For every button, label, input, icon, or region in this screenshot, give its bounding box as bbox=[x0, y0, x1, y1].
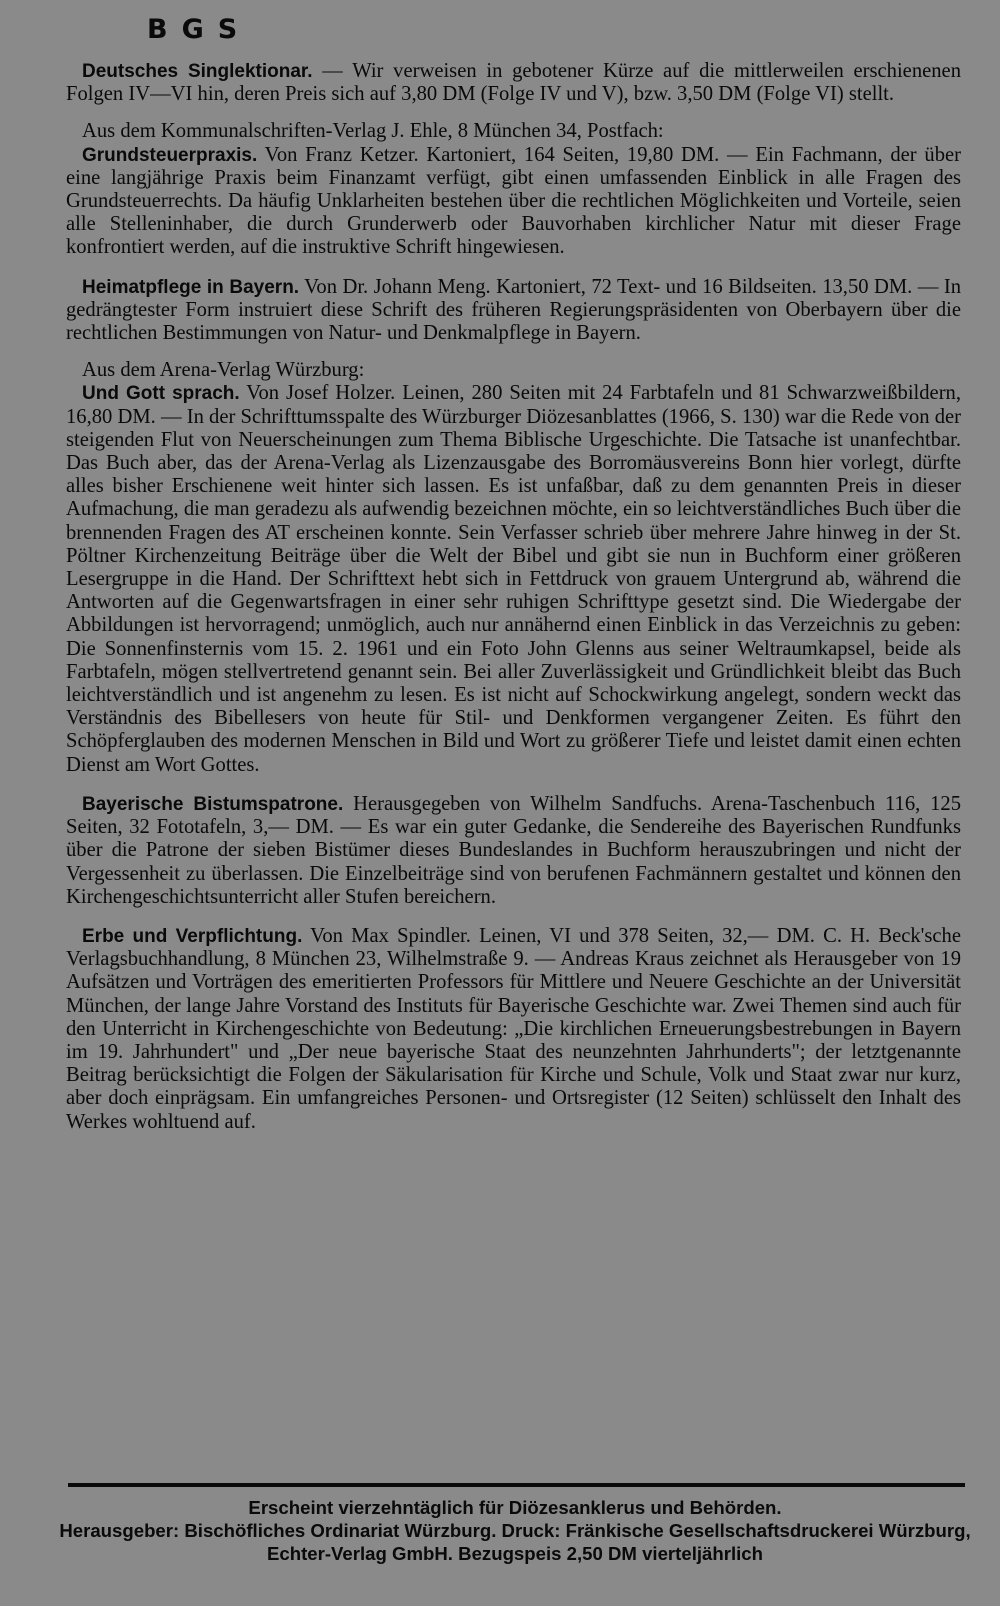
entry-text: Von Franz Ketzer. Kartoniert, 164 Seiten, 19,80 DM. — Ein Fachmann, der über eine langjährige Praxis beim Finanzamt verfügt, gibt einen umfassenden Einblick in alle Fragen des Grundsteuerrechts. Da häufig Unklarheiten bestehen über die rechtlichen Möglichkeiten und Vorteile, seien alle Stelleninhaber, die durch Grunderwerb oder Bauvorhaben kirchlicher Natur mit dieser Frage konfrontiert werden, auf die instruktive Schrift hingewiesen. bbox=[66, 143, 961, 259]
publisher-line-arena: Aus dem Arena-Verlag Würzburg: bbox=[82, 359, 365, 382]
entry-title: Deutsches Singlektionar. bbox=[82, 61, 313, 82]
entry-text: Von Dr. Johann Meng. Kartoniert, 72 Text- und 16 Bildseiten. 13,50 DM. — In gedrängtester Form instruiert diese Schrift des früheren Regierungspräsidenten von Oberbayern über die rechtlichen Bestimmungen von Natur- und Denkmalpflege in Bayern. bbox=[66, 275, 962, 345]
entry-title: Heimatpflege in Bayern. bbox=[82, 276, 300, 298]
entry-text: Von Max Spindler. Leinen, VI und 378 Seiten, 32,— DM. C. H. Beck'sche Verlagsbuchhandlung, 8 München 23, Wilhelmstraße 9. — Andreas Kraus zeichnet als Herausgeber von 19 Aufsätzen und Vorträgen des emeritierten Professors für Mittlere und Neuere Geschichte an der Universität München, der lange Jahre Vorstand des Instituts für Bayerische Geschichte war. Zwei Themen sind auch für den Unterricht in Kirchengeschichte von Bedeutung: „Die kirchlichen Erneuerungsbestrebungen in Bayern im 19. Jahrhundert" und „Der neue bayerische Staat des neunzehnten Jahrhunderts"; der letztgenannte Beitrag berücksichtigt die Folgen der Säkularisation für Kirche und Schule, Volk und Staat zwar nur kurz, aber doch einprägsam. Ein umfangreiches Personen- und Ortsregister (12 Seiten) schlüsselt den Inhalt des Werkes wohltuend auf. bbox=[66, 924, 961, 1133]
entry-title: Und Gott sprach. bbox=[82, 383, 240, 405]
entry-title: Bayerische Bistumspatrone. bbox=[82, 793, 344, 815]
page-header-logo: BGS bbox=[147, 14, 252, 45]
review-entry-und-gott-sprach bbox=[66, 382, 961, 776]
review-column bbox=[66, 60, 961, 1134]
publisher-line-kommunalschriften: Aus dem Kommunalschriften-Verlag J. Ehle, 8 München 34, Postfach: bbox=[82, 120, 664, 143]
entry-title: Erbe und Verpflichtung. bbox=[82, 925, 303, 947]
footer-imprint bbox=[40, 1496, 990, 1565]
review-entry-heimatpflege bbox=[66, 276, 961, 346]
entry-text: Von Josef Holzer. Leinen, 280 Seiten mit 24 Farbtafeln und 81 Schwarzweißbildern, 16,80 DM. — In der Schrifttumsspalte des Würzburger Diözesanblattes (1966, S. 130) war die Rede von der steigenden Flut von Neuerscheinungen zum Thema Biblische Urgeschichte. Die Tatsache ist unanfechtbar. Das Buch aber, das der Arena-Verlag als Lizenzausgabe des Borromäusvereins Bonn hier vorlegt, dürfte alles bisher Erschienene weit hinter sich lassen. Es ist unfaßbar, daß zu dem genannten Preis in dieser Aufmachung, die man geradezu als aufwendig bezeichnen möchte, ein so leichtverständliches Buch über die brennenden Fragen des AT erscheinen konnte. Sein Verfasser schrieb über mehrere Jahre hinweg in der St. Pöltner Kirchenzeitung Beiträge über die Welt der Bibel und gibt sie nun in Buchform einer größeren Lesergruppe in die Hand. Der Schrifttext hebt sich in Fettdruck von grauem Untergrund ab, während die Antworten auf die Gegenwartsfragen in einer sehr ruhigen Schrifttype gesetzt sind. Die Wiedergabe der Abbildungen ist hervorragend; unmöglich, auch nur annähernd einen Einblick in das Verzeichnis zu geben: Die Sonnenfinsternis vom 15. 2. 1961 und ein Foto John Glenns aus seiner Weltraumkapsel, beide als Farbtafeln, mögen stellvertretend genannt sein. Bei aller Zuverlässigkeit und Gründlichkeit bleibt das Buch leichtverständlich und ist angenehm zu lesen. Es ist nicht auf Schockwirkung angelegt, sondern weckt das Verständnis des Bibellesers von heute für Stil- und Denkformen vergangener Zeiten. Es führt den Schöpferglauben des modernen Menschen in Bild und Wort zu größerer Tiefe und leistet damit einen echten Dienst am Wort Gottes. bbox=[66, 382, 961, 776]
footer-line-1: Erscheint vierzehntäglich für Diözesanklerus und Behörden. bbox=[248, 1497, 782, 1518]
footer-divider bbox=[68, 1483, 965, 1487]
review-entry-singlektionar bbox=[66, 60, 961, 106]
review-entry-grundsteuerpraxis bbox=[66, 144, 961, 260]
entry-text: Herausgegeben von Wilhelm Sandfuchs. Arena-Taschenbuch 116, 125 Seiten, 32 Fototafeln, 3,— DM. — Es war ein guter Gedanke, die Sendereihe des Bayerischen Rundfunks über die Patrone der sieben Bistümer dieses Bundeslandes in Buchform herauszubringen und nicht der Vergessenheit zu überlassen. Die Einzelbeiträge sind von berufenen Fachmännern gestaltet und können den Kirchengeschichtsunterricht aller Stufen bereichern. bbox=[66, 792, 962, 908]
entry-title: Grundsteuerpraxis. bbox=[82, 144, 258, 166]
review-entry-erbe-und-verpflichtung bbox=[66, 925, 961, 1134]
footer-line-2: Herausgeber: Bischöfliches Ordinariat Würzburg. Druck: Fränkische Gesellschaftsdruckerei Würzburg, Echter-Verlag GmbH. Bezugspeis 2,50 DM vierteljährlich bbox=[59, 1520, 971, 1564]
review-entry-bistumspatrone bbox=[66, 793, 961, 909]
entry-text: — Wir verweisen in gebotener Kürze auf die mittlerweilen erschienenen Folgen IV—VI hin, deren Preis sich auf 3,80 DM (Folge IV und V), bzw. 3,50 DM (Folge VI) stellt. bbox=[66, 60, 961, 106]
